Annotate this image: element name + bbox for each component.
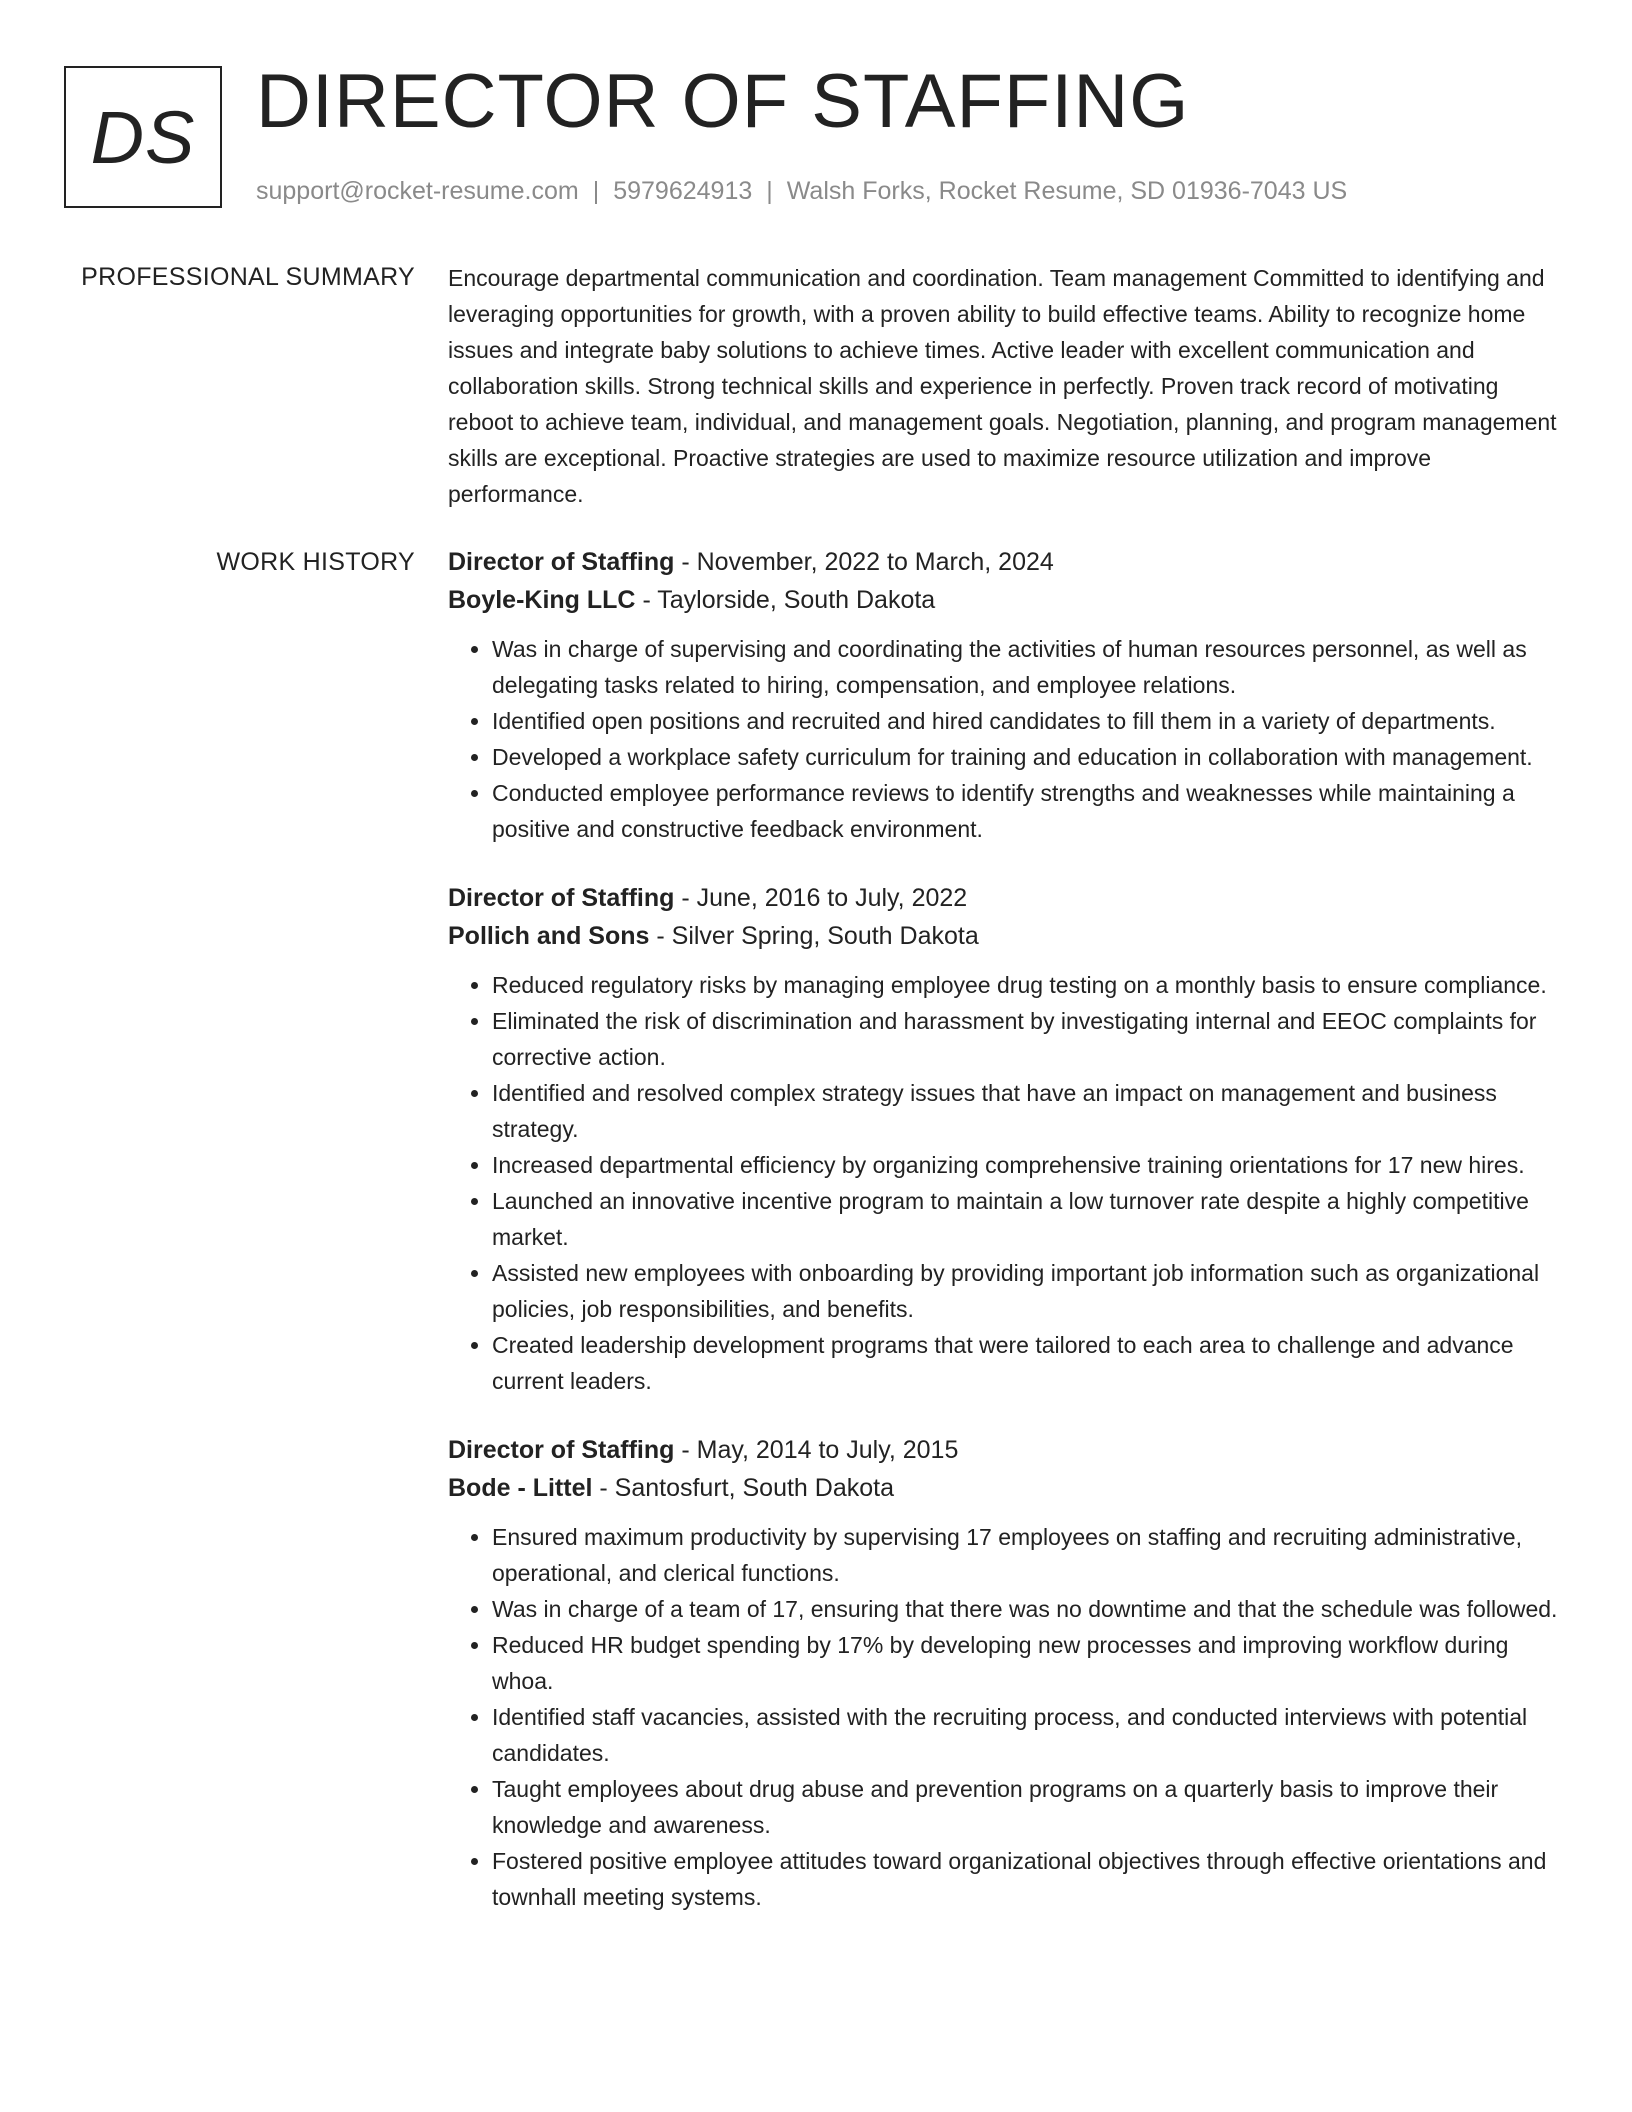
section-label-work-history: WORK HISTORY	[216, 548, 415, 576]
duty-item: • Identified staff vacancies, assisted with the recruiting process, and conducted interviews with potential candidates.	[492, 1699, 1563, 1771]
job-entry	[448, 1431, 1563, 1915]
job-location: - Silver Spring, South Dakota	[649, 922, 979, 950]
job-company: Bode - Littel	[448, 1474, 593, 1502]
duty-item: • Identified open positions and recruited and hired candidates to fill them in a variety of departments.	[492, 703, 1563, 739]
summary-text: Encourage departmental communication and coordination. Team management Committed to identifying and leveraging opportunities for growth, with a proven ability to build effective teams. Ability to recognize home issues and integrate baby solutions to achieve times. Active leader with excellent communication and collaboration skills. Strong technical skills and experience in perfectly. Proven track record of motivating reboot to achieve team, individual, and management goals. Negotiation, planning, and program management skills are exceptional. Proactive strategies are used to maximize resource utilization and improve performance.	[448, 265, 1557, 507]
section-label-professional-summary: PROFESSIONAL SUMMARY	[81, 263, 415, 291]
duty-item: • Identified and resolved complex strategy issues that have an impact on management and business strategy.	[492, 1075, 1563, 1147]
job-title: Director of Staffing	[448, 548, 675, 576]
contact-separator: |	[766, 177, 773, 205]
job-title: Director of Staffing	[448, 1436, 675, 1464]
contact-email[interactable]: support@rocket-resume.com	[256, 177, 579, 205]
job-title: Director of Staffing	[448, 884, 675, 912]
job-company: Boyle-King LLC	[448, 586, 636, 614]
job-company-line	[448, 581, 1563, 619]
contact-phone[interactable]: 5979624913	[613, 177, 753, 205]
duty-item: • Was in charge of supervising and coordinating the activities of human resources personnel, as well as delegating tasks related to hiring, compensation, and employee relations.	[492, 631, 1563, 703]
job-dates: - June, 2016 to July, 2022	[674, 884, 968, 912]
professional-summary-section	[448, 260, 1563, 512]
job-title-line	[448, 1431, 1563, 1469]
contact-separator: |	[592, 177, 600, 205]
duty-item: • Assisted new employees with onboarding by providing important job information such as organizational policies, job responsibilities, and benefits.	[492, 1255, 1563, 1327]
contact-address: Walsh Forks, Rocket Resume, SD 01936-7043 US	[786, 177, 1348, 205]
duty-item: • Fostered positive employee attitudes toward organizational objectives through effective orientations and townhall meeting systems.	[492, 1843, 1563, 1915]
duty-item: • Reduced regulatory risks by managing employee drug testing on a monthly basis to ensure compliance.	[492, 967, 1563, 1003]
job-duties-list	[448, 1519, 1563, 1915]
page-title: DIRECTOR OF STAFFING	[256, 59, 1190, 144]
duty-item: • Eliminated the risk of discrimination and harassment by investigating internal and EEOC complaints for corrective action.	[492, 1003, 1563, 1075]
job-location: - Taylorside, South Dakota	[635, 586, 936, 614]
job-duties-list	[448, 631, 1563, 847]
contact-line	[256, 174, 1347, 208]
duty-item: • Was in charge of a team of 17, ensuring that there was no downtime and that the schedule was followed.	[492, 1591, 1563, 1627]
monogram-box	[64, 66, 222, 208]
duty-item: • Created leadership development programs that were tailored to each area to challenge and advance current leaders.	[492, 1327, 1563, 1399]
job-title-line	[448, 879, 1563, 917]
duty-item: • Conducted employee performance reviews to identify strengths and weaknesses while maintaining a positive and constructive feedback environment.	[492, 775, 1563, 847]
work-history-section	[448, 543, 1563, 1947]
job-dates: - November, 2022 to March, 2024	[674, 548, 1054, 576]
duty-item: • Taught employees about drug abuse and prevention programs on a quarterly basis to improve their knowledge and awareness.	[492, 1771, 1563, 1843]
job-company-line	[448, 917, 1563, 955]
duty-item: • Launched an innovative incentive program to maintain a low turnover rate despite a highly competitive market.	[492, 1183, 1563, 1255]
job-entry	[448, 543, 1563, 847]
job-entry	[448, 879, 1563, 1399]
job-location: - Santosfurt, South Dakota	[592, 1474, 894, 1502]
job-company-line	[448, 1469, 1563, 1507]
job-title-line	[448, 543, 1563, 581]
job-dates: - May, 2014 to July, 2015	[674, 1436, 959, 1464]
duty-item: • Ensured maximum productivity by supervising 17 employees on staffing and recruiting administrative, operational, and clerical functions.	[492, 1519, 1563, 1591]
duty-item: • Developed a workplace safety curriculum for training and education in collaboration with management.	[492, 739, 1563, 775]
job-duties-list	[448, 967, 1563, 1399]
duty-item: • Increased departmental efficiency by organizing comprehensive training orientations for 17 new hires.	[492, 1147, 1563, 1183]
job-company: Pollich and Sons	[448, 922, 650, 950]
monogram-initials: DS	[90, 95, 196, 179]
duty-item: • Reduced HR budget spending by 17% by developing new processes and improving workflow during whoa.	[492, 1627, 1563, 1699]
